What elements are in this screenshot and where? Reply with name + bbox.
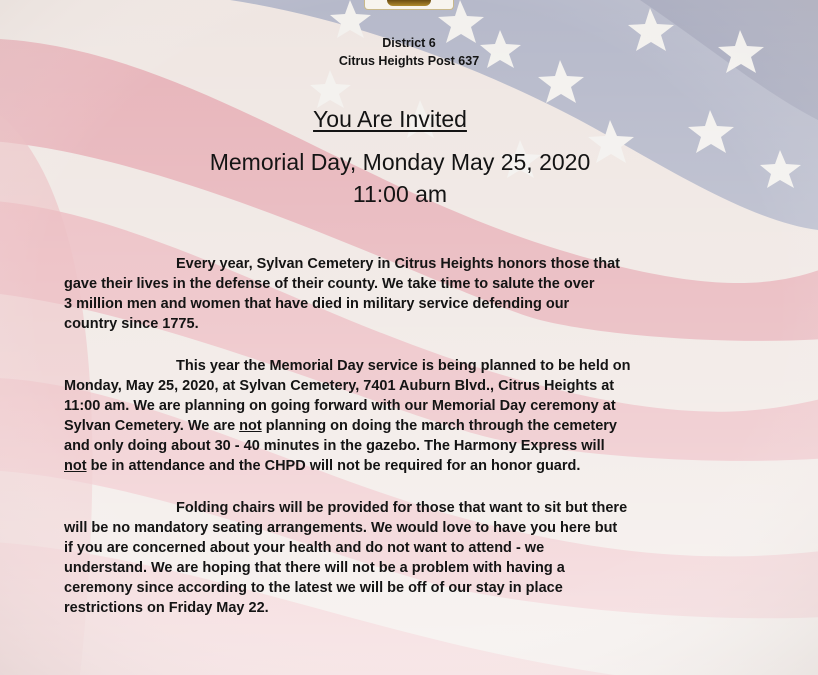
- text-line: if you are concerned about your health and do not want to attend - we: [64, 540, 545, 556]
- text-line: gave their lives in the defense of their county. We take time to salute the over: [64, 276, 595, 292]
- district-label: District 6: [382, 36, 436, 50]
- text-line: Every year, Sylvan Cemetery in Citrus Heights honors those that: [176, 256, 621, 272]
- text-line: This year the Memorial Day service is being planned to be held on: [176, 358, 631, 374]
- text-line: understand. We are hoping that there will not be a problem with having a: [64, 560, 565, 576]
- event-time: 11:00 am: [352, 181, 448, 207]
- paragraph-history: [64, 254, 784, 334]
- text-line: 3 million men and women that have died in military service defending our: [64, 296, 570, 312]
- text-line: [64, 416, 784, 436]
- emphasis-not: not: [64, 458, 87, 474]
- emblem-seal-icon: [387, 0, 431, 6]
- text-line: 11:00 am. We are planning on going forward with our Memorial Day ceremony at: [64, 398, 616, 414]
- text-fragment: Sylvan Cemetery. We are: [64, 418, 240, 434]
- paragraph-plans: [64, 356, 784, 476]
- event-date: Memorial Day, Monday May 25, 2020: [209, 149, 591, 175]
- invite-heading: You Are Invited: [313, 106, 467, 132]
- text-line: Monday, May 25, 2020, at Sylvan Cemetery, 7401 Auburn Blvd., Citrus Heights at: [64, 378, 615, 394]
- text-fragment: be in attendance and the CHPD will not be required for an honor guard.: [86, 458, 581, 474]
- text-fragment: planning on doing the march through the cemetery: [261, 418, 617, 434]
- text-line: restrictions on Friday May 22.: [64, 600, 269, 616]
- post-emblem-logo: [364, 0, 454, 10]
- paragraph-seating: [64, 498, 784, 618]
- text-line: and only doing about 30 - 40 minutes in the gazebo. The Harmony Express will: [64, 438, 605, 454]
- post-name: Citrus Heights Post 637: [338, 54, 480, 68]
- emphasis-not: not: [239, 418, 262, 434]
- text-line: country since 1775.: [64, 316, 199, 332]
- text-line: will be no mandatory seating arrangements. We would love to have you here but: [64, 520, 618, 536]
- text-line: ceremony since according to the latest we will be off of our stay in place: [64, 580, 563, 596]
- text-line: Folding chairs will be provided for those that want to sit but there: [176, 500, 628, 516]
- text-line: [64, 456, 784, 476]
